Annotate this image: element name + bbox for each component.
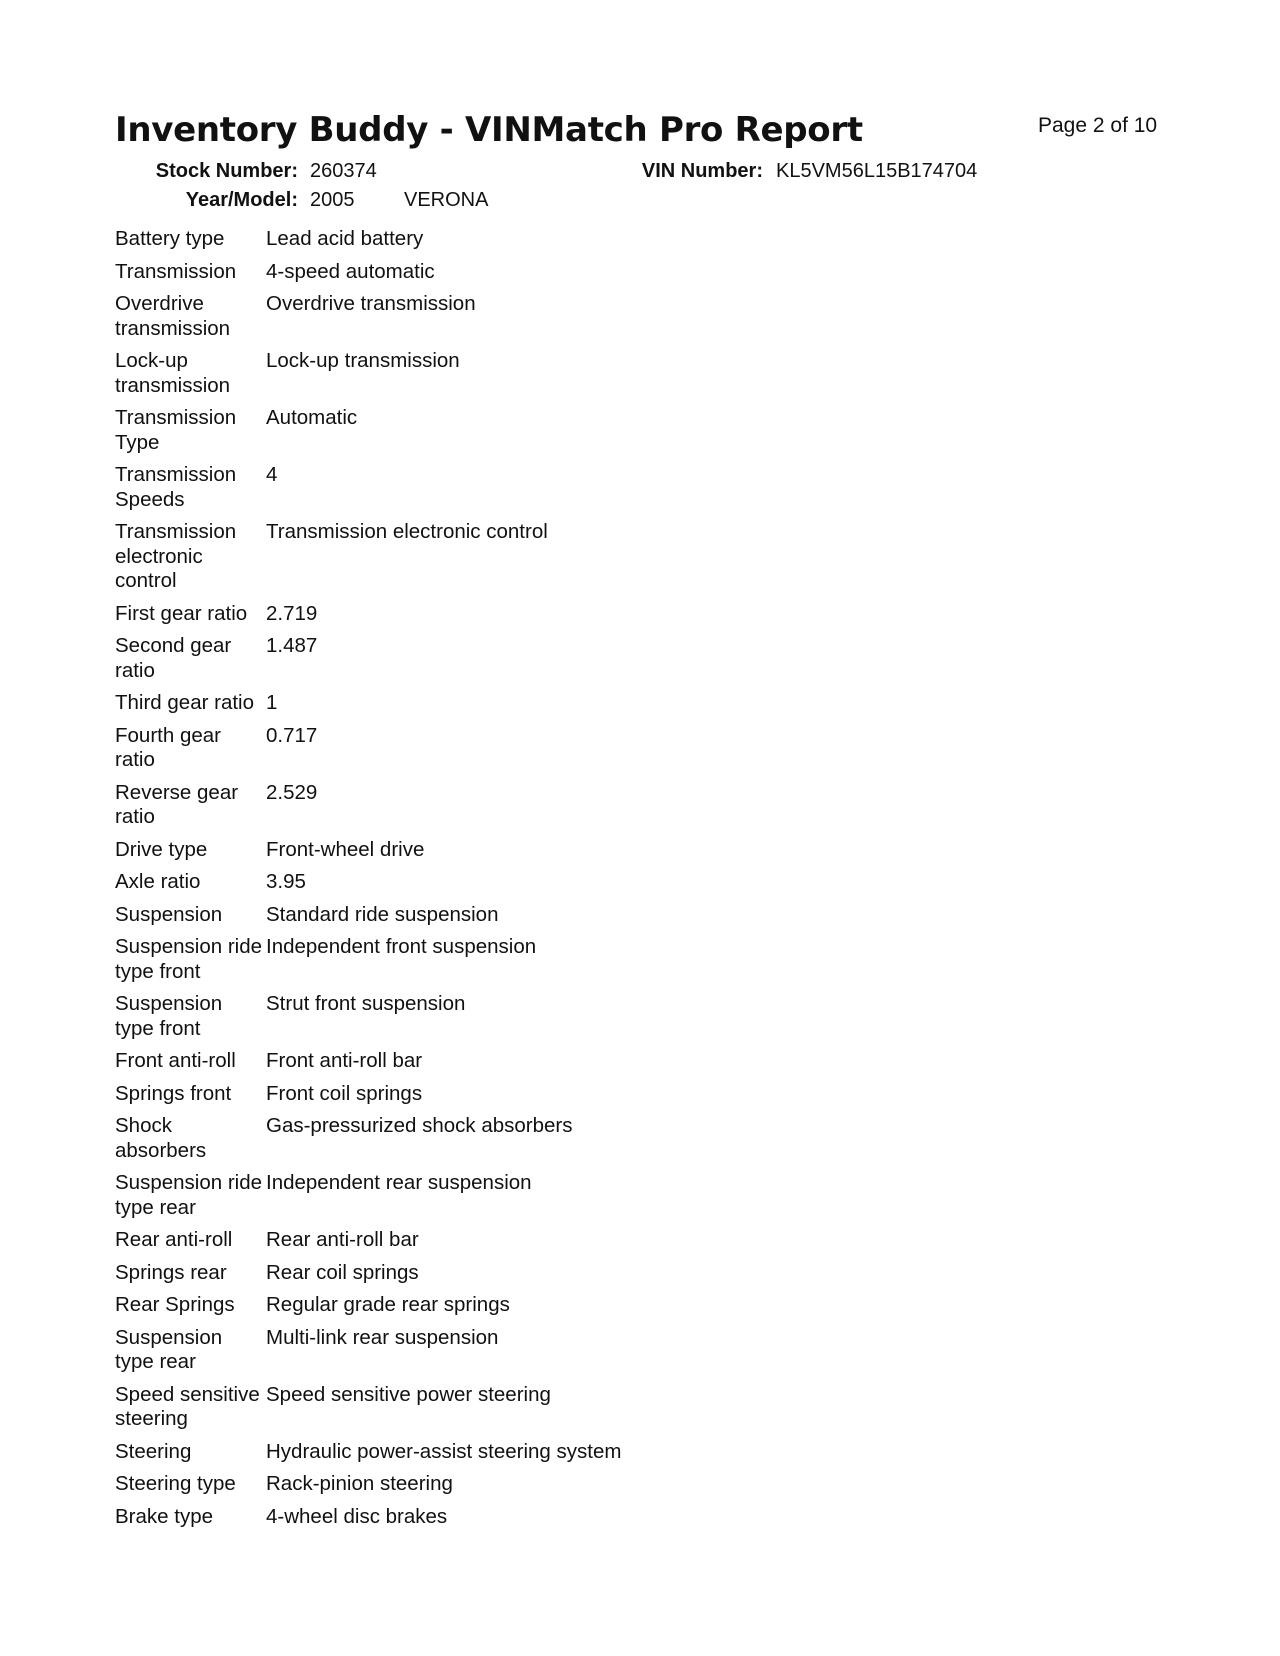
spec-row [115, 935, 621, 992]
spec-value: Front-wheel drive [266, 837, 425, 861]
spec-value: 4-speed automatic [266, 259, 435, 283]
spec-label: Axle ratio [115, 870, 201, 893]
year-value: 2005 [310, 189, 355, 211]
spec-row [115, 724, 621, 781]
spec-label: Springs front [115, 1081, 232, 1105]
spec-row [115, 292, 621, 349]
spec-label: Rear anti-roll [115, 1228, 233, 1251]
spec-row [115, 227, 621, 260]
spec-value: Regular grade rear springs [266, 1293, 510, 1316]
spec-label: Lock-up transmission [115, 349, 231, 397]
spec-label: Drive type [115, 837, 208, 861]
spec-label: Battery type [115, 227, 225, 250]
vin-number-value: KL5VM56L15B174704 [776, 160, 978, 182]
spec-label: Front anti-roll [115, 1049, 236, 1072]
spec-value: Automatic [266, 406, 358, 429]
spec-row [115, 1171, 621, 1228]
spec-value: Strut front suspension [266, 992, 466, 1015]
spec-value: Hydraulic power-assist steering system [266, 1439, 622, 1463]
spec-label: Shock absorbers [115, 1114, 207, 1162]
spec-row [115, 406, 621, 463]
spec-row [115, 520, 621, 602]
spec-row [115, 1326, 621, 1383]
spec-label: Brake type [115, 1504, 213, 1528]
spec-row [115, 903, 621, 936]
spec-row [115, 1472, 621, 1505]
spec-label: Transmission electronic control [115, 520, 237, 592]
spec-value: Independent front suspension [266, 935, 537, 958]
spec-value: 4-wheel disc brakes [266, 1504, 448, 1528]
spec-row [115, 870, 621, 903]
spec-value: Rear coil springs [266, 1260, 419, 1284]
spec-row [115, 1383, 621, 1440]
spec-row [115, 691, 621, 724]
spec-label: Transmission [115, 259, 237, 283]
spec-label: Transmission Type [115, 406, 237, 454]
spec-label: Suspension ride type rear [115, 1171, 263, 1219]
spec-row [115, 634, 621, 691]
spec-row [115, 602, 621, 635]
spec-label: Suspension type rear [115, 1325, 223, 1373]
spec-label: First gear ratio [115, 601, 248, 625]
spec-value: Independent rear suspension [266, 1171, 532, 1194]
spec-value: Speed sensitive power steering [266, 1382, 551, 1406]
spec-row [115, 781, 621, 838]
spec-label: Overdrive transmission [115, 292, 231, 340]
spec-value: Standard ride suspension [266, 902, 499, 926]
spec-label: Speed sensitive steering [115, 1382, 260, 1430]
spec-label: Reverse gear ratio [115, 780, 239, 828]
spec-label: Third gear ratio [115, 691, 255, 714]
spec-value: 3.95 [266, 870, 306, 893]
spec-row [115, 1293, 621, 1326]
spec-value: Gas-pressurized shock absorbers [266, 1114, 573, 1137]
report-title: Inventory Buddy - VINMatch Pro Report [115, 110, 863, 150]
spec-row [115, 1228, 621, 1261]
spec-value: Rear anti-roll bar [266, 1228, 419, 1251]
spec-value: 2.719 [266, 601, 318, 625]
spec-table [115, 227, 621, 1537]
spec-row [115, 260, 621, 293]
spec-table-body [115, 227, 621, 1537]
spec-value: Lock-up transmission [266, 349, 460, 372]
spec-row [115, 1505, 621, 1538]
spec-value: Overdrive transmission [266, 292, 476, 315]
stock-number-label: Stock Number: [155, 160, 298, 182]
spec-value: 2.529 [266, 780, 318, 804]
spec-value: 0.717 [266, 723, 318, 747]
spec-row [115, 1440, 621, 1473]
spec-row [115, 1114, 621, 1171]
year-model-label: Year/Model: [185, 189, 298, 211]
spec-label: Fourth gear ratio [115, 723, 221, 771]
spec-value: Multi-link rear suspension [266, 1325, 499, 1349]
page-indicator: Page 2 of 10 [1038, 114, 1158, 137]
spec-value: 1 [266, 691, 278, 714]
spec-value: 1.487 [266, 634, 318, 657]
spec-label: Steering [115, 1439, 192, 1463]
spec-label: Second gear ratio [115, 634, 232, 682]
spec-row [115, 838, 621, 871]
spec-label: Rear Springs [115, 1293, 235, 1316]
spec-value: 4 [266, 463, 278, 486]
spec-row [115, 992, 621, 1049]
spec-value: Front anti-roll bar [266, 1049, 423, 1072]
spec-row [115, 349, 621, 406]
vin-number-label: VIN Number: [641, 160, 763, 182]
spec-row [115, 463, 621, 520]
spec-value: Transmission electronic control [266, 520, 548, 543]
spec-label: Suspension type front [115, 992, 223, 1040]
spec-row [115, 1261, 621, 1294]
spec-label: Suspension ride type front [115, 935, 263, 983]
spec-value: Lead acid battery [266, 227, 424, 250]
spec-label: Springs rear [115, 1260, 227, 1284]
spec-label: Transmission Speeds [115, 463, 237, 511]
spec-value: Rack-pinion steering [266, 1472, 453, 1495]
spec-label: Suspension [115, 902, 223, 926]
spec-label: Steering type [115, 1472, 236, 1495]
model-value: VERONA [404, 189, 489, 211]
spec-value: Front coil springs [266, 1081, 423, 1105]
spec-row [115, 1049, 621, 1082]
stock-number-value: 260374 [310, 160, 377, 182]
spec-row [115, 1082, 621, 1115]
